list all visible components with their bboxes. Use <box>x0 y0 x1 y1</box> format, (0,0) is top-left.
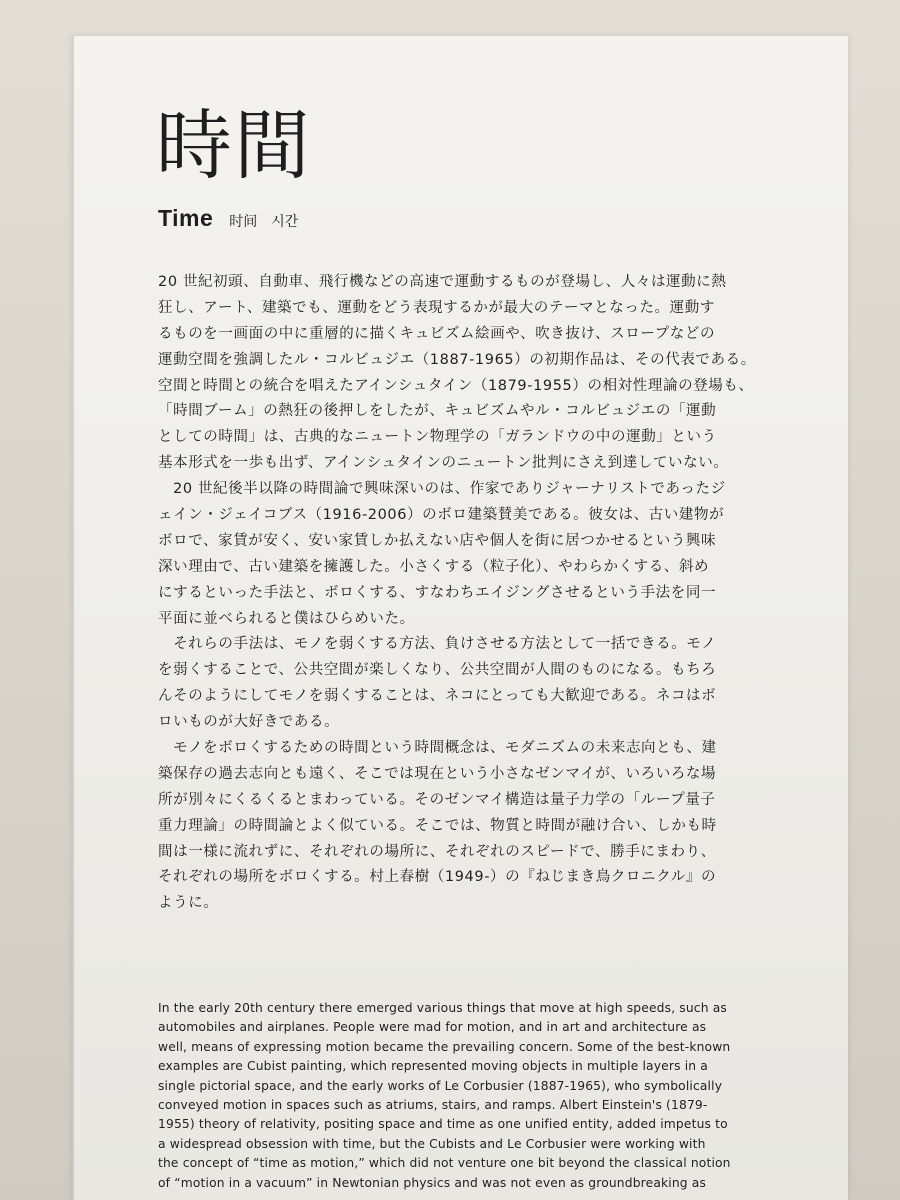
japanese-text-line: 所が別々にくるくるとまわっている。そのゼンマイ構造は量子力学の「ループ量子 <box>158 791 716 808</box>
japanese-text-line: 空間と時間との統合を唱えたアインシュタイン（1879-1955）の相対性理論の登場も、 <box>158 377 754 394</box>
english-text-line: automobiles and airplanes. People were mad for motion, and in art and architecture as <box>158 1020 707 1035</box>
japanese-text-line: 20 世紀後半以降の時間論で興味深いのは、作家でありジャーナリストであったジ <box>158 481 726 498</box>
english-body-text <box>158 999 768 1193</box>
english-text-line: a widespread obsession with time, but the Cubists and Le Corbusier were working with <box>158 1136 706 1151</box>
japanese-text-line: るものを一画面の中に重層的に描くキュビズム絵画や、吹き抜け、スロープなどの <box>158 325 716 342</box>
japanese-text-line: 基本形式を一歩も出ず、アインシュタインのニュートン批判にさえ到達していない。 <box>158 455 729 472</box>
japanese-text-line: それらの手法は、モノを弱くする方法、負けさせる方法として一括できる。モノ <box>158 636 717 653</box>
japanese-text-line: 20 世紀初頭、自動車、飛行機などの高速で運動するものが登場し、人々は運動に熱 <box>158 274 727 290</box>
japanese-text-line: 運動空間を強調したル・コルビュジエ（1887-1965）の初期作品は、その代表である。 <box>158 351 756 368</box>
english-text-line: single pictorial space, and the early works of Le Corbusier (1887-1965), who symbolically <box>158 1078 723 1093</box>
panel-edge-shadow <box>72 36 74 1200</box>
japanese-body-text <box>158 270 774 917</box>
english-text-line: examples are Cubist painting, which represented moving objects in multiple layers in a <box>158 1059 708 1074</box>
japanese-text-line: 深い理由で、古い建築を擁護した。小さくする（粒子化）、やわらかくする、斜め <box>158 558 710 575</box>
japanese-text-line: 狂し、アート、建築でも、運動をどう表現するかが最大のテーマとなった。運動す <box>158 299 715 316</box>
title-english: Time <box>158 205 214 231</box>
english-text-line: 1955) theory of relativity, positing space and time as one unified entity, added impetus to <box>158 1117 728 1132</box>
japanese-text-line: 平面に並べられると僕はひらめいた。 <box>158 610 415 627</box>
english-text-line: of “motion in a vacuum” in Newtonian physics and was not even as groundbreaking as <box>158 1175 707 1190</box>
panel-title-japanese: 時間 <box>156 101 312 190</box>
japanese-text-line: ボロで、家賃が安く、安い家賃しか払えない店や個人を街に居つかせるという興味 <box>158 532 717 549</box>
english-text-line: conveyed motion in spaces such as atriums, stairs, and ramps. Albert Einstein's (1879- <box>158 1097 708 1112</box>
panel-subtitle <box>158 205 298 232</box>
japanese-text-line: ように。 <box>158 895 219 912</box>
english-text-line: In the early 20th century there emerged various things that move at high speeds, such as <box>158 1001 727 1015</box>
title-korean: 시간 <box>271 214 299 230</box>
japanese-text-line: 「時間ブーム」の熱狂の後押しをしたが、キュビズムやル・コルビュジエの「運動 <box>158 403 717 420</box>
japanese-text-line: モノをボロくするための時間という時間概念は、モダニズムの未来志向とも、建 <box>158 740 717 757</box>
japanese-text-line: んそのようにしてモノを弱くすることは、ネコにとっても大歓迎である。ネコはボ <box>158 688 717 705</box>
english-text-line: well, means of expressing motion became the prevailing concern. Some of the best-known <box>158 1039 731 1054</box>
japanese-text-line: 間は一様に流れずに、それぞれの場所に、それぞれのスピードで、勝手にまわり、 <box>158 843 716 860</box>
japanese-text-line: 重力理論」の時間論とよく似ている。そこでは、物質と時間が融け合い、しかも時 <box>158 817 717 834</box>
japanese-text-line: それぞれの場所をボロくする。村上春樹（1949-）の『ねじまき鳥クロニクル』の <box>158 869 717 886</box>
japanese-text-line: を弱くすることで、公共空間が楽しくなり、公共空間が人間のものになる。もちろ <box>158 662 717 679</box>
japanese-text-line: 築保存の過去志向とも遠く、そこでは現在という小さなゼンマイが、いろいろな場 <box>158 765 717 782</box>
japanese-text-line: ロいものが大好きである。 <box>158 714 340 731</box>
japanese-text-line: としての時間」は、古典的なニュートン物理学の「ガランドウの中の運動」という <box>158 429 717 446</box>
english-text-line: the concept of “time as motion,” which did not venture one bit beyond the classical notion <box>158 1156 731 1171</box>
japanese-text-line: にするといった手法と、ボロくする、すなわちエイジングさせるという手法を同一 <box>158 584 717 601</box>
title-chinese: 时间 <box>229 214 258 230</box>
japanese-text-line: ェイン・ジェイコブス（1916-2006）のボロ建築賛美である。彼女は、古い建物が <box>158 507 725 524</box>
